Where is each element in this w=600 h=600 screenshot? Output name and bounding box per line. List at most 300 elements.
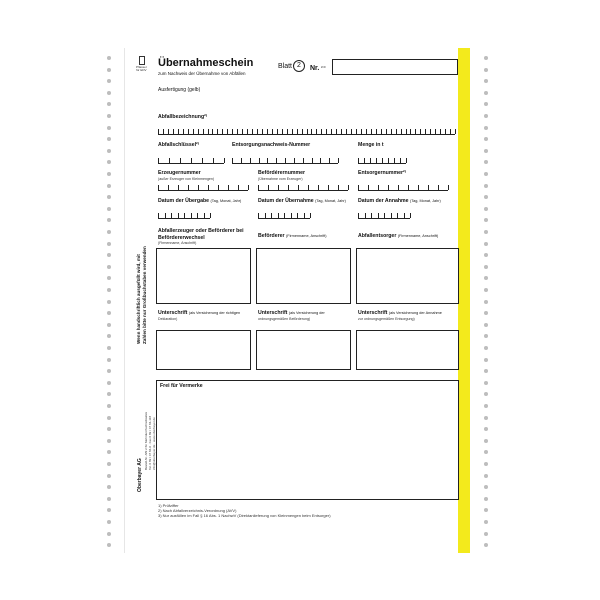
comb-tick: [410, 213, 411, 218]
feed-hole: [484, 416, 488, 420]
abfallentsorger-address-box[interactable]: [356, 248, 459, 304]
publisher-logo: Oberbayer AG: [137, 458, 143, 492]
comb-tick: [384, 213, 385, 218]
feed-hole: [107, 532, 111, 536]
abfallentsorger-label: [358, 234, 438, 239]
feed-hole: [107, 300, 111, 304]
publisher-info-3: info@oberbayer.de · www.oberbayer.de: [152, 417, 156, 470]
comb-tick: [294, 158, 295, 163]
comb-tick: [304, 213, 305, 218]
footnote-1: 1) Prüfziffer: [158, 503, 179, 508]
feed-hole: [107, 276, 111, 280]
abfallbezeichnung-label: Abfallbezeichnung²⁾: [158, 114, 208, 120]
comb-tick: [370, 158, 371, 163]
feed-hole: [484, 485, 488, 489]
comb-tick: [438, 185, 439, 190]
handwriting-warning-1: Wenn handschriftlich ausgefüllt wird, mit: [136, 254, 141, 344]
feed-hole: [484, 462, 488, 466]
comb-tick: [284, 213, 285, 218]
comb-tick: [168, 129, 169, 134]
feed-hole: [107, 91, 111, 95]
comb-tick: [400, 158, 401, 163]
comb-tick: [217, 129, 218, 134]
footnote-2: 2) Nach Abfallverzeichnis-Verordnung (AVV): [158, 508, 237, 513]
unterschrift-text-2: Unterschrift: [258, 310, 288, 316]
menge-field[interactable]: [358, 157, 406, 164]
comb-tick: [265, 213, 266, 218]
comb-tick: [188, 129, 189, 134]
comb-tick: [197, 213, 198, 218]
comb-tick: [258, 213, 259, 218]
feed-hole: [484, 102, 488, 106]
comb-tick: [277, 129, 278, 134]
comb-tick: [371, 129, 372, 134]
page-subtitle: zum Nachweis der Übernahme von Abfällen: [158, 71, 246, 76]
feed-hole: [484, 439, 488, 443]
comb-tick: [252, 129, 253, 134]
feed-hole: [107, 450, 111, 454]
comb-tick: [425, 129, 426, 134]
sig-note-2b: ordnungsgemäßen Beförderung): [258, 317, 311, 321]
comb-tick: [287, 129, 288, 134]
feed-hole: [107, 346, 111, 350]
comb-tick: [168, 185, 169, 190]
befoerderer-text: Beförderer: [258, 233, 285, 239]
comb-tick: [311, 129, 312, 134]
yellow-copy-stripe: [458, 48, 470, 553]
datum-uebergabe-text: Datum der Übergabe: [158, 198, 210, 204]
entsorgungsnachweis-label: Entsorgungsnachweis-Nummer: [232, 142, 311, 148]
comb-tick: [406, 158, 407, 163]
comb-tick: [381, 129, 382, 134]
datum-uebergabe-field[interactable]: [158, 212, 210, 219]
feed-hole: [107, 265, 111, 269]
comb-tick: [158, 158, 159, 163]
nr-input[interactable]: [332, 59, 458, 75]
sig-note-1b: Deklaration): [158, 317, 178, 321]
feed-hole: [484, 265, 488, 269]
comb-tick: [410, 129, 411, 134]
edv-icon: [139, 56, 145, 65]
comb-tick: [445, 129, 446, 134]
feed-hole: [107, 207, 111, 211]
edv-note: Pflasser für EDV: [136, 65, 147, 72]
comb-tick: [448, 185, 449, 190]
comb-tick: [267, 158, 268, 163]
befoerderernummer-label: Befördérernummer: [258, 170, 305, 176]
sig-note-1a: (als Versicherung der richtigen: [188, 311, 241, 315]
feed-hole: [484, 346, 488, 350]
comb-tick: [346, 129, 347, 134]
vermerke-label: Frei für Vermerke: [160, 383, 203, 389]
menge-label: Menge in t: [358, 142, 384, 148]
feed-hole: [484, 207, 488, 211]
comb-tick: [368, 185, 369, 190]
comb-tick: [212, 129, 213, 134]
comb-tick: [237, 129, 238, 134]
comb-tick: [396, 129, 397, 134]
comb-tick: [358, 158, 359, 163]
comb-tick: [278, 185, 279, 190]
comb-tick: [184, 213, 185, 218]
comb-tick: [178, 185, 179, 190]
comb-tick: [430, 129, 431, 134]
unterschrift-text-3: Unterschrift: [358, 310, 388, 316]
feed-hole: [107, 149, 111, 153]
firmenname-hint-3: (Firmenname, Anschrift): [397, 234, 439, 238]
comb-tick: [228, 185, 229, 190]
comb-tick: [204, 213, 205, 218]
feed-hole: [107, 311, 111, 315]
datum-uebernahme-label: [258, 199, 346, 204]
comb-tick: [232, 129, 233, 134]
comb-tick: [288, 185, 289, 190]
comb-tick: [208, 185, 209, 190]
feed-hole: [484, 79, 488, 83]
comb-tick: [331, 129, 332, 134]
comb-tick: [420, 129, 421, 134]
vermerke-box[interactable]: [156, 380, 459, 500]
signature-box-erzeuger[interactable]: [156, 330, 251, 370]
befoerderernummer-note: (Übernahme vom Erzeuger): [258, 177, 303, 181]
comb-tick: [191, 158, 192, 163]
page-title: Übernahmeschein: [158, 57, 254, 69]
feed-hole: [484, 497, 488, 501]
abfallschluessel-label: Abfallschlüssel²⁾: [158, 142, 200, 148]
comb-tick: [285, 158, 286, 163]
feed-hole: [107, 160, 111, 164]
comb-tick: [193, 129, 194, 134]
feed-hole: [107, 242, 111, 246]
sig-note-2a: (als Versicherung der: [288, 311, 325, 315]
feed-hole: [107, 114, 111, 118]
feed-hole: [107, 195, 111, 199]
comb-tick: [224, 158, 225, 163]
erzeugernummer-label: Erzeugernummer: [158, 170, 201, 176]
feed-hole: [484, 543, 488, 547]
feed-hole: [107, 288, 111, 292]
comb-tick: [267, 129, 268, 134]
comb-tick: [250, 158, 251, 163]
comb-tick: [291, 213, 292, 218]
feed-hole: [107, 358, 111, 362]
handwriting-warning-2: Zahlen bitte nur Großbuchstaben verwenden: [142, 246, 147, 344]
comb-tick: [391, 213, 392, 218]
comb-tick: [271, 213, 272, 218]
comb-tick: [320, 158, 321, 163]
feed-hole: [484, 126, 488, 130]
comb-tick: [310, 213, 311, 218]
sheet-number-circle: [293, 60, 305, 72]
feed-hole: [484, 218, 488, 222]
feed-hole: [484, 242, 488, 246]
comb-tick: [450, 129, 451, 134]
comb-tick: [259, 158, 260, 163]
comb-tick: [276, 158, 277, 163]
comb-tick: [268, 185, 269, 190]
feed-hole: [484, 160, 488, 164]
comb-tick: [213, 158, 214, 163]
comb-tick: [302, 129, 303, 134]
feed-hole: [484, 381, 488, 385]
comb-tick: [258, 185, 259, 190]
feed-hole: [484, 508, 488, 512]
feed-hole: [107, 334, 111, 338]
feed-hole: [107, 137, 111, 141]
comb-tick: [382, 158, 383, 163]
comb-tick: [386, 129, 387, 134]
comb-tick: [232, 158, 233, 163]
feed-hole: [484, 334, 488, 338]
comb-tick: [297, 213, 298, 218]
feed-hole: [484, 532, 488, 536]
datum-uebernahme-field[interactable]: [258, 212, 310, 219]
comb-tick: [376, 158, 377, 163]
comb-tick: [158, 185, 159, 190]
feed-hole: [484, 276, 488, 280]
publisher-info-1: Bestell-Nr. ABI 2 für Mehrdurchschreibsätze: [144, 411, 148, 470]
comb-tick: [241, 158, 242, 163]
feed-hole: [107, 439, 111, 443]
comb-tick: [312, 158, 313, 163]
comb-tick: [297, 129, 298, 134]
feed-hole: [484, 114, 488, 118]
comb-tick: [388, 158, 389, 163]
comb-tick: [158, 129, 159, 134]
feed-hole: [107, 79, 111, 83]
comb-tick: [338, 185, 339, 190]
feed-hole: [107, 392, 111, 396]
comb-tick: [188, 185, 189, 190]
feed-hole: [107, 230, 111, 234]
comb-tick: [218, 185, 219, 190]
comb-tick: [356, 129, 357, 134]
datum-uebernahme-text: Datum der Übernahme: [258, 198, 314, 204]
feed-hole: [107, 369, 111, 373]
comb-tick: [183, 129, 184, 134]
unterschrift-label-1: [158, 311, 240, 316]
unterschrift-text-1: Unterschrift: [158, 310, 188, 316]
comb-tick: [173, 129, 174, 134]
feed-hole: [484, 311, 488, 315]
feed-hole: [484, 288, 488, 292]
comb-tick: [165, 213, 166, 218]
abfallentsorger-text: Abfallentsorger: [358, 233, 397, 239]
comb-tick: [178, 129, 179, 134]
comb-tick: [316, 129, 317, 134]
comb-tick: [278, 213, 279, 218]
comb-tick: [351, 129, 352, 134]
comb-tick: [378, 185, 379, 190]
comb-tick: [158, 213, 159, 218]
feed-hole: [484, 474, 488, 478]
sheet-number: 2: [297, 62, 301, 69]
comb-tick: [262, 129, 263, 134]
entsorgungsnachweis-field[interactable]: [232, 157, 338, 164]
comb-tick: [371, 213, 372, 218]
sig-note-3b: zur ordnungsgemäßen Entsorgung): [358, 317, 415, 321]
comb-tick: [397, 213, 398, 218]
comb-tick: [348, 185, 349, 190]
comb-tick: [307, 129, 308, 134]
comb-tick: [336, 129, 337, 134]
comb-tick: [303, 158, 304, 163]
abfallschluessel-field[interactable]: [158, 157, 224, 164]
comb-tick: [328, 185, 329, 190]
nr-label: Nr.: [310, 65, 320, 72]
date-hint-3: (Tag, Monat, Jahr): [410, 199, 441, 203]
abfallerzeuger-label: Abfallerzeuger oder Beförderer bei Befördererwechsel: [158, 228, 244, 241]
comb-tick: [358, 185, 359, 190]
comb-tick: [191, 213, 192, 218]
feed-hole: [107, 474, 111, 478]
comb-tick: [329, 158, 330, 163]
abfallerzeuger-address-box[interactable]: [156, 248, 251, 304]
date-hint-1: (Tag, Monat, Jahr): [210, 199, 242, 203]
feed-hole: [484, 137, 488, 141]
feed-hole: [107, 543, 111, 547]
comb-tick: [227, 129, 228, 134]
comb-tick: [180, 158, 181, 163]
unterschrift-label-2: [258, 311, 325, 316]
feed-hole: [484, 323, 488, 327]
feed-hole: [107, 427, 111, 431]
comb-tick: [366, 129, 367, 134]
comb-tick: [292, 129, 293, 134]
comb-tick: [394, 158, 395, 163]
comb-tick: [406, 129, 407, 134]
entsorgernummer-field[interactable]: [358, 184, 448, 191]
feed-hole: [484, 230, 488, 234]
comb-tick: [198, 129, 199, 134]
comb-tick: [376, 129, 377, 134]
comb-tick: [238, 185, 239, 190]
comb-tick: [247, 129, 248, 134]
datum-annahme-label: [358, 199, 441, 204]
comb-tick: [415, 129, 416, 134]
feed-hole: [484, 172, 488, 176]
feed-hole: [484, 184, 488, 188]
feed-hole: [484, 149, 488, 153]
feed-hole: [107, 218, 111, 222]
comb-tick: [364, 158, 365, 163]
datum-annahme-field[interactable]: [358, 212, 410, 219]
feed-hole: [107, 253, 111, 257]
entsorgernummer-label: Entsorgernummer²⁾: [358, 170, 406, 176]
signature-box-entsorger[interactable]: [356, 330, 459, 370]
comb-tick: [404, 213, 405, 218]
feed-hole: [107, 416, 111, 420]
comb-tick: [202, 158, 203, 163]
comb-tick: [401, 129, 402, 134]
copy-label: Ausfertigung (gelb): [158, 87, 201, 93]
feed-hole: [484, 300, 488, 304]
date-hint-2: (Tag, Monat, Jahr): [315, 199, 346, 203]
comb-tick: [418, 185, 419, 190]
feed-hole: [107, 508, 111, 512]
comb-tick: [208, 129, 209, 134]
befoerderernummer-field[interactable]: [258, 184, 348, 191]
feed-hole: [484, 68, 488, 72]
comb-tick: [365, 213, 366, 218]
comb-tick: [169, 158, 170, 163]
firmenname-hint-1: (Firmenname, Anschrift): [158, 241, 197, 245]
comb-tick: [341, 129, 342, 134]
comb-tick: [222, 129, 223, 134]
feed-hole: [107, 323, 111, 327]
comb-tick: [257, 129, 258, 134]
comb-tick: [398, 185, 399, 190]
feed-hole: [484, 404, 488, 408]
nr-superscript: ²⁾³⁾: [321, 65, 326, 70]
abfallbezeichnung-field[interactable]: [158, 128, 455, 135]
comb-tick: [198, 185, 199, 190]
feed-hole: [107, 381, 111, 385]
erzeugernummer-note: (außer Erzeuger von Kleinmengen): [158, 177, 215, 181]
sig-note-3a: (als Versicherung der Annahme: [388, 311, 442, 315]
feed-hole: [107, 404, 111, 408]
comb-tick: [248, 185, 249, 190]
feed-hole: [484, 253, 488, 257]
comb-tick: [338, 158, 339, 163]
comb-tick: [435, 129, 436, 134]
feed-hole: [107, 56, 111, 60]
feed-hole: [107, 485, 111, 489]
comb-tick: [455, 129, 456, 134]
comb-tick: [378, 213, 379, 218]
comb-tick: [318, 185, 319, 190]
comb-tick: [242, 129, 243, 134]
feed-hole: [484, 392, 488, 396]
feed-hole: [107, 126, 111, 130]
comb-tick: [171, 213, 172, 218]
feed-hole: [107, 497, 111, 501]
comb-tick: [388, 185, 389, 190]
comb-tick: [272, 129, 273, 134]
comb-tick: [308, 185, 309, 190]
erzeugernummer-field[interactable]: [158, 184, 248, 191]
comb-tick: [298, 185, 299, 190]
comb-tick: [282, 129, 283, 134]
comb-tick: [391, 129, 392, 134]
sheet-label: Blatt: [278, 63, 293, 70]
comb-tick: [163, 129, 164, 134]
comb-tick: [210, 213, 211, 218]
befoerderer-address-box[interactable]: [256, 248, 351, 304]
feed-hole: [484, 195, 488, 199]
datum-uebergabe-label: [158, 199, 241, 204]
feed-hole: [484, 427, 488, 431]
feed-hole: [484, 358, 488, 362]
comb-tick: [408, 185, 409, 190]
feed-hole: [107, 520, 111, 524]
feed-hole: [107, 68, 111, 72]
feed-hole: [484, 91, 488, 95]
comb-tick: [358, 213, 359, 218]
datum-annahme-text: Datum der Annahme: [358, 198, 409, 204]
publisher-info-2: Tel. 0 89 / 47 84-0 · Fax 0 89 / 47 84-118: [148, 415, 152, 470]
comb-tick: [321, 129, 322, 134]
comb-tick: [428, 185, 429, 190]
comb-tick: [326, 129, 327, 134]
feed-hole: [107, 172, 111, 176]
footnote-3: 3) Nur ausfüllen im Fall § 16 Abs. 1 NachwV (Direktanlieferung von Kleinmengen beim Entsorger): [158, 513, 331, 518]
unterschrift-label-3: [358, 311, 442, 316]
comb-tick: [440, 129, 441, 134]
feed-hole: [484, 56, 488, 60]
feed-hole: [107, 184, 111, 188]
signature-box-befoerderer[interactable]: [256, 330, 351, 370]
